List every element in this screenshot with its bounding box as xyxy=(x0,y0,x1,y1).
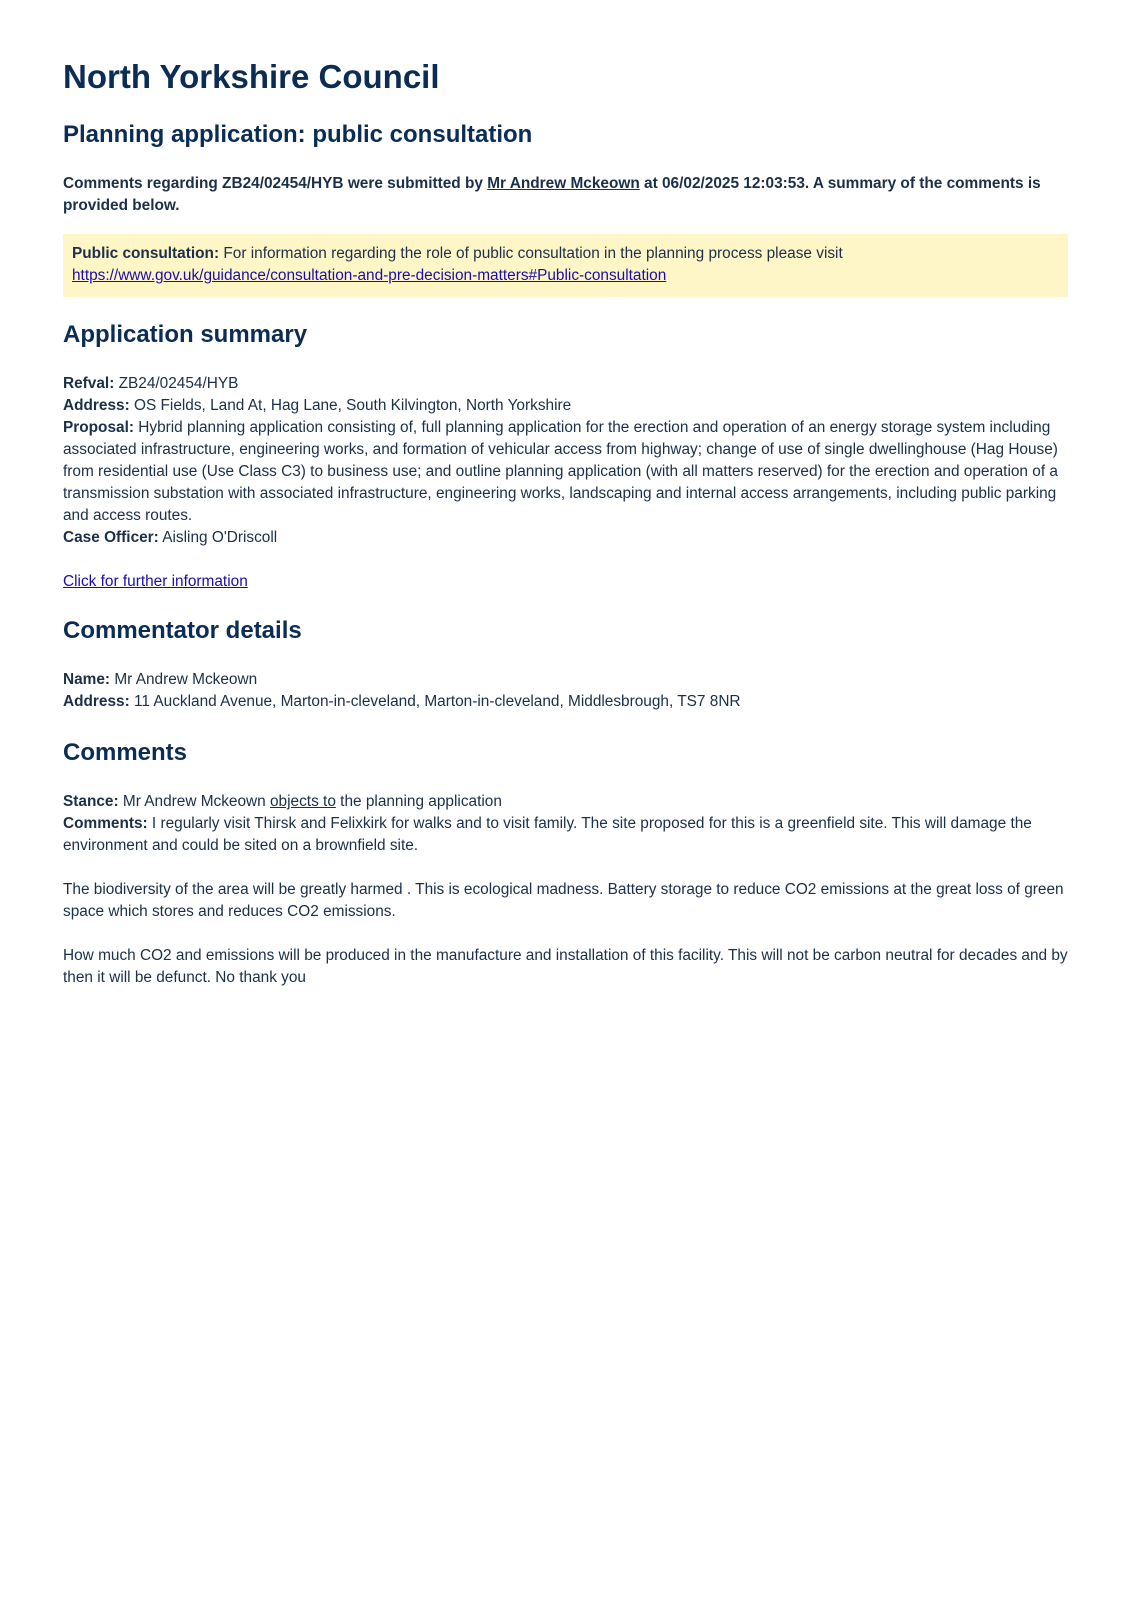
refval-label: Refval: xyxy=(63,375,115,392)
application-summary-title: Application summary xyxy=(63,321,308,348)
address-row xyxy=(63,395,1068,417)
comment-paragraph-1: I regularly visit Thirsk and Felixkirk for walks and to visit family. The site proposed for this is a greenfield site. This will damage the environment and could be sited on a brownfield site. xyxy=(63,815,1032,854)
notice-label: Public consultation: xyxy=(72,245,220,262)
refval-row xyxy=(63,373,1068,395)
address-value: OS Fields, Land At, Hag Lane, South Kilvington, North Yorkshire xyxy=(129,397,572,414)
commentator-link[interactable]: Mr Andrew Mckeown xyxy=(487,175,640,192)
comments-row xyxy=(63,813,1068,857)
comments-label: Comments: xyxy=(63,815,148,832)
stance-value: objects to xyxy=(270,793,336,810)
commentator-name-row xyxy=(63,669,1068,691)
address-label: Address: xyxy=(63,397,130,414)
case-officer-label: Case Officer: xyxy=(63,529,159,546)
document-page xyxy=(63,52,1068,989)
case-officer-value: Aisling O'Driscoll xyxy=(158,529,278,546)
commentator-name-value: Mr Andrew Mckeown xyxy=(110,671,258,688)
comment-paragraph-3: How much CO2 and emissions will be produced in the manufacture and installation of this facility. This will not be carbon neutral for decades and by then it will be defunct. No thank you xyxy=(63,947,1068,986)
stance-label: Stance: xyxy=(63,793,119,810)
commentator-address-label: Address: xyxy=(63,693,130,710)
consultation-guidance-link[interactable]: https://www.gov.uk/guidance/consultation-and-pre-decision-matters#Public-consultation xyxy=(72,267,667,284)
proposal-value: Hybrid planning application consisting of, full planning application for the erection and operation of an energy storage system including associated infrastructure, engineering works, and formation of vehicular access from highway; change of use of single dwellinghouse (Hag House) from residential use (Use Class C3) to business use; and outline planning application (with all matters reserved) for the erection and operation of a transmission substation with associated infrastructure, engineering works, landscaping and internal access arrangements, including public parking and access routes. xyxy=(63,419,1058,524)
proposal-label: Proposal: xyxy=(63,419,134,436)
stance-row xyxy=(63,791,1068,813)
refval-value: ZB24/02454/HYB xyxy=(114,375,239,392)
commentator-address-row xyxy=(63,691,1068,713)
case-officer-row xyxy=(63,527,1068,549)
submitted-suffix: at 06/02/2025 12:03:53. A summary of the comments is provided below. xyxy=(63,175,1041,214)
commentator-details-title: Commentator details xyxy=(63,617,302,644)
commentator-details xyxy=(63,669,1068,713)
comments-body xyxy=(63,791,1068,989)
planning-title: Planning application: public consultation xyxy=(63,121,533,148)
public-consultation-notice xyxy=(63,234,1068,297)
comment-paragraph-2: The biodiversity of the area will be greatly harmed . This is ecological madness. Battery storage to reduce CO2 emissions at the great loss of green space which stores and reduces CO2 emissions. xyxy=(63,881,1064,920)
submission-summary xyxy=(63,173,1068,217)
notice-text: For information regarding the role of public consultation in the planning process please visit xyxy=(219,245,843,262)
proposal-row xyxy=(63,417,1068,527)
commentator-name-label: Name: xyxy=(63,671,111,688)
council-title: North Yorkshire Council xyxy=(63,58,440,95)
comments-title: Comments xyxy=(63,739,188,766)
commentator-address-value: 11 Auckland Avenue, Marton-in-cleveland, Marton-in-cleveland, Middlesbrough, TS7 8NR xyxy=(129,693,741,710)
submitted-prefix: Comments regarding ZB24/02454/HYB were submitted by xyxy=(63,175,488,192)
application-details xyxy=(63,373,1068,549)
further-information-link[interactable]: Click for further information xyxy=(63,573,248,590)
stance-prefix: Mr Andrew Mckeown xyxy=(118,793,270,810)
stance-suffix: the planning application xyxy=(335,793,502,810)
